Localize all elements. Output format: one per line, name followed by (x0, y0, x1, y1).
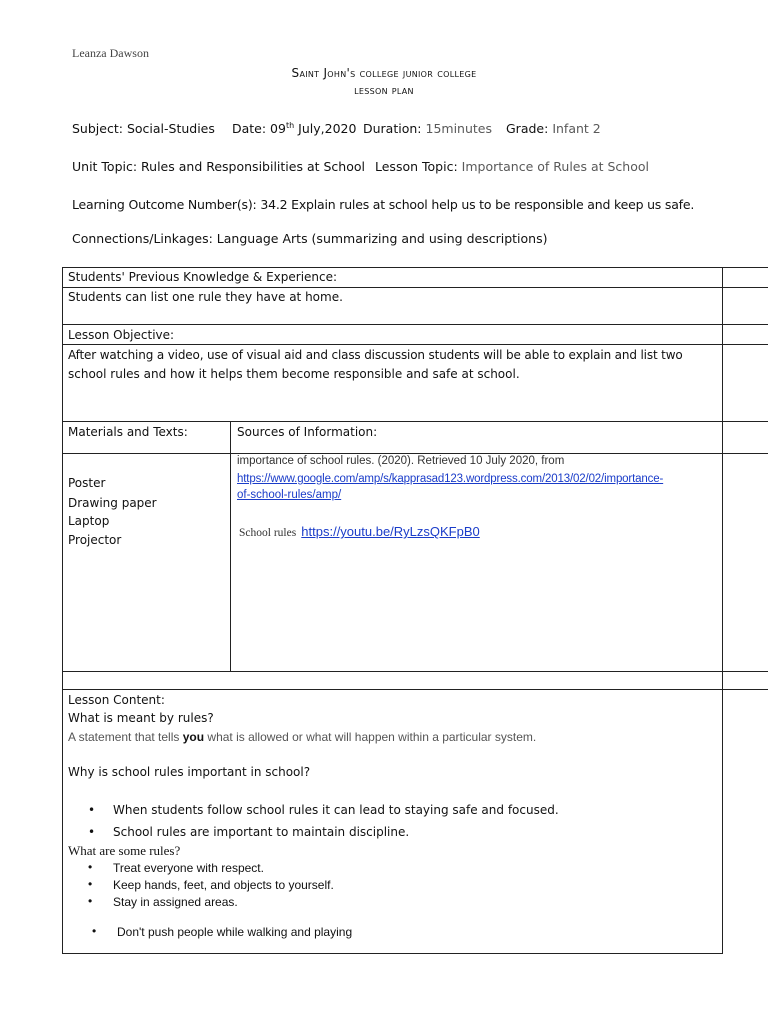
material-item: Projector (68, 533, 122, 547)
prev-knowledge-header: Students' Previous Knowledge & Experience: (68, 270, 338, 284)
why-bullet: When students follow school rules it can lead to staying safe and focused. (113, 803, 559, 817)
bullet-dot: • (88, 860, 93, 874)
table-rule (62, 344, 768, 345)
sources-header: Sources of Information: (237, 425, 378, 439)
objective-header: Lesson Objective: (68, 328, 175, 342)
table-border-left (62, 267, 63, 954)
table-rule (62, 287, 768, 288)
learning-outcome: Learning Outcome Number(s): 34.2 Explain rules at school help us to be responsible and keep us safe. (72, 197, 695, 212)
question-some-rules: What are some rules? (68, 843, 181, 858)
prev-knowledge-text: Students can list one rule they have at home. (68, 290, 343, 304)
materials-header: Materials and Texts: (68, 425, 188, 439)
lesson-topic (375, 159, 649, 174)
school-title: Saint John's college junior college (291, 66, 477, 80)
table-rule (62, 689, 768, 690)
meta-grade (506, 121, 601, 136)
video-source (239, 521, 480, 540)
video-label: School rules (239, 527, 297, 539)
table-col-divider (230, 421, 231, 671)
last-rule-bullet: Don't push people while walking and playing (117, 925, 353, 939)
date-sup: th (285, 121, 295, 130)
subject-value: Social-Studies (126, 121, 215, 136)
bullet-dot: • (88, 894, 93, 908)
definition-part-1: A statement that tells (68, 730, 183, 744)
source-citation: importance of school rules. (2020). Retrieved 10 July 2020, from (237, 455, 565, 467)
lesson-topic-value: Importance of Rules at School (461, 159, 649, 174)
date-label: Date: 09 (232, 121, 286, 137)
grade-value: Infant 2 (552, 121, 601, 136)
table-border-mid (722, 267, 723, 954)
bullet-dot: • (88, 877, 93, 891)
duration-label: Duration: (363, 121, 422, 136)
duration-value: 15minutes (425, 121, 493, 136)
table-rule (62, 953, 722, 954)
rule-bullet: Keep hands, feet, and objects to yourself. (113, 878, 334, 892)
meta-duration (363, 121, 492, 136)
rules-definition (68, 730, 536, 744)
table-rule (62, 267, 768, 268)
question-why: Why is school rules important in school? (68, 765, 311, 779)
rule-bullet: Stay in assigned areas. (113, 895, 238, 909)
date-value: July,2020 (294, 121, 357, 137)
table-rule (62, 671, 768, 672)
bullet-dot: • (88, 803, 96, 817)
meta-date (232, 121, 356, 136)
author-name: Leanza Dawson (72, 46, 149, 60)
material-item: Laptop (68, 514, 110, 528)
content-header: Lesson Content: (68, 693, 165, 707)
objective-line-2: school rules and how it helps them become responsible and safe at school. (68, 367, 520, 381)
material-item: Drawing paper (68, 496, 157, 510)
meta-line-subject (72, 121, 215, 136)
definition-part-2: what is allowed or what will happen within a particular system. (204, 730, 537, 744)
unit-topic: Unit Topic: Rules and Responsibilities at School (72, 159, 365, 174)
rule-bullet: Treat everyone with respect. (113, 861, 264, 875)
definition-bold: you (182, 730, 205, 744)
subject-label: Subject: (72, 121, 123, 136)
connections: Connections/Linkages: Language Arts (summarizing and using descriptions) (72, 231, 548, 246)
objective-line-1: After watching a video, use of visual aid and class discussion students will be able to explain and list two (68, 348, 683, 362)
bullet-dot: • (88, 825, 96, 839)
bullet-dot: • (92, 924, 97, 938)
source-link-line-1[interactable]: https://www.google.com/amp/s/kapprasad123.wordpress.com/2013/02/02/importance- (237, 473, 664, 485)
lesson-topic-label: Lesson Topic: (375, 159, 458, 174)
grade-label: Grade: (506, 121, 549, 136)
table-rule (62, 421, 768, 422)
question-rules: What is meant by rules? (68, 711, 214, 725)
table-rule (62, 453, 768, 454)
video-link[interactable]: https://youtu.be/RyLzsQKFpB0 (301, 524, 480, 539)
table-rule (62, 324, 768, 325)
plan-title: lesson plan (354, 84, 414, 97)
material-item: Poster (68, 476, 106, 490)
source-link-line-2[interactable]: of-school-rules/amp/ (237, 489, 342, 501)
why-bullet: School rules are important to maintain discipline. (113, 825, 410, 839)
